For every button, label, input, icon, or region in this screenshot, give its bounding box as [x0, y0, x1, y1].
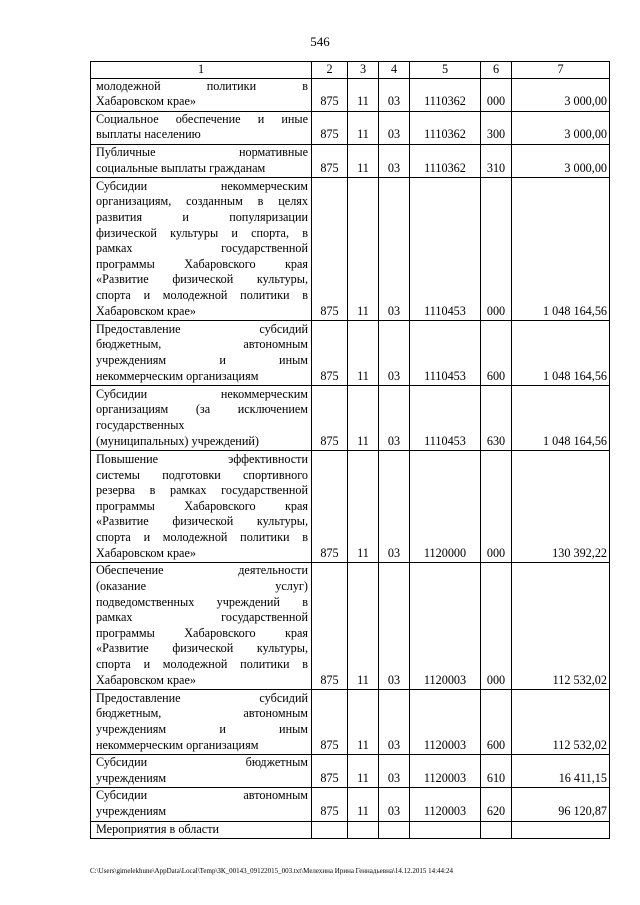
subsection-code-cell: 03 [379, 386, 410, 451]
amount-cell: 16 411,15 [512, 755, 610, 788]
section-code-cell: 11 [348, 386, 379, 451]
column-header: 6 [481, 62, 512, 79]
subsection-code-cell: 03 [379, 321, 410, 386]
amount-cell: 112 532,02 [512, 690, 610, 755]
amount-cell: 1 048 164,56 [512, 178, 610, 321]
expense-type-cell: 000 [481, 563, 512, 690]
description-line: Субсидии некоммерческим [96, 386, 308, 401]
row-description [91, 178, 312, 321]
header-row [91, 62, 610, 79]
description-line: Повышение эффективности [96, 452, 308, 466]
ministry-code-cell: 875 [312, 111, 348, 144]
ministry-code-cell: 875 [312, 788, 348, 821]
table-row [91, 788, 610, 821]
description-line: учреждениям [96, 803, 167, 818]
table-row [91, 563, 610, 690]
description-line: Хабаровском крае» [96, 545, 196, 560]
section-code-cell: 11 [348, 451, 379, 563]
expense-type-cell: 600 [481, 321, 512, 386]
expense-type-cell: 000 [481, 451, 512, 563]
description-line: учреждениям и иным [96, 721, 308, 736]
expense-type-cell: 620 [481, 788, 512, 821]
column-header: 2 [312, 62, 348, 79]
description-line: Предоставление субсидий [96, 321, 308, 336]
target-article-cell [410, 821, 481, 839]
column-header: 5 [410, 62, 481, 79]
row-description [91, 78, 312, 111]
row-description [91, 690, 312, 755]
description-line: физической культуры и спорта, в [96, 225, 308, 240]
table-row [91, 144, 610, 177]
ministry-code-cell: 875 [312, 690, 348, 755]
description-line: выплаты населению [96, 127, 201, 142]
description-line: организациям (за исключением [96, 402, 308, 417]
subsection-code-cell: 03 [379, 755, 410, 788]
row-description [91, 821, 312, 839]
ministry-code-cell: 875 [312, 755, 348, 788]
budget-table [90, 61, 610, 839]
description-line: Предоставление субсидий [96, 690, 308, 705]
description-line: (муниципальных) учреждений) [96, 433, 259, 448]
target-article-cell: 1120003 [410, 563, 481, 690]
description-line: программы Хабаровского края [96, 498, 308, 513]
description-line: Субсидии бюджетным [96, 755, 308, 770]
section-code-cell: 11 [348, 690, 379, 755]
amount-cell: 3 000,00 [512, 111, 610, 144]
description-line: «Развитие физической культуры, [96, 514, 308, 529]
expense-type-cell: 300 [481, 111, 512, 144]
row-description [91, 111, 312, 144]
description-line: Хабаровском крае» [96, 672, 196, 687]
target-article-cell: 1110453 [410, 178, 481, 321]
target-article-cell: 1120000 [410, 451, 481, 563]
description-line: спорта и молодежной политики в [96, 529, 308, 544]
section-code-cell: 11 [348, 111, 379, 144]
ministry-code-cell [312, 821, 348, 839]
section-code-cell: 11 [348, 78, 379, 111]
target-article-cell: 1110453 [410, 386, 481, 451]
subsection-code-cell [379, 821, 410, 839]
description-line: «Развитие физической культуры, [96, 272, 308, 287]
expense-type-cell: 600 [481, 690, 512, 755]
description-line: программы Хабаровского края [96, 256, 308, 271]
amount-cell: 3 000,00 [512, 144, 610, 177]
file-path-footer: C:\Users\gimelekhune\AppData\Local\Temp\ЗК_00143_09122015_003.txt\Мелехина Ирина Геннадьевна\14.12.2015 14:44:24 [90, 867, 454, 875]
column-header: 7 [512, 62, 610, 79]
amount-cell: 1 048 164,56 [512, 386, 610, 451]
description-line: Хабаровском крае» [96, 303, 196, 318]
description-line: спорта и молодежной политики в [96, 656, 308, 671]
target-article-cell: 1110362 [410, 111, 481, 144]
row-description [91, 563, 312, 690]
expense-type-cell: 000 [481, 178, 512, 321]
expense-type-cell [481, 821, 512, 839]
amount-cell: 112 532,02 [512, 563, 610, 690]
amount-cell: 1 048 164,56 [512, 321, 610, 386]
table-row [91, 386, 610, 451]
subsection-code-cell: 03 [379, 144, 410, 177]
table-row [91, 321, 610, 386]
description-line: рамках государственной [96, 610, 308, 625]
description-line: социальные выплаты гражданам [96, 160, 266, 175]
expense-type-cell: 310 [481, 144, 512, 177]
description-line: некоммерческим организациям [96, 737, 259, 752]
description-line: спорта и молодежной политики в [96, 287, 308, 302]
ministry-code-cell: 875 [312, 563, 348, 690]
column-header: 1 [91, 62, 312, 79]
section-code-cell: 11 [348, 755, 379, 788]
target-article-cell: 1120003 [410, 788, 481, 821]
description-line: Субсидии автономным [96, 788, 308, 803]
description-line: Обеспечение деятельности [96, 563, 308, 578]
description-line: организациям, созданным в целях [96, 194, 308, 209]
row-description [91, 788, 312, 821]
ministry-code-cell: 875 [312, 321, 348, 386]
expense-type-cell: 630 [481, 386, 512, 451]
description-line: Публичные нормативные [96, 144, 308, 159]
table-row [91, 78, 610, 111]
description-line: рамках государственной [96, 241, 308, 256]
table-row [91, 178, 610, 321]
target-article-cell: 1110362 [410, 78, 481, 111]
description-line: Хабаровском крае» [96, 94, 196, 109]
table-row [91, 755, 610, 788]
description-line: Социальное обеспечение и иные [96, 111, 308, 126]
description-line: (оказание услуг) [96, 579, 308, 593]
section-code-cell: 11 [348, 144, 379, 177]
table-body [91, 62, 610, 839]
section-code-cell: 11 [348, 563, 379, 690]
section-code-cell: 11 [348, 178, 379, 321]
target-article-cell: 1120003 [410, 755, 481, 788]
description-line: государственных [96, 417, 185, 432]
amount-cell [512, 821, 610, 839]
page-number: 546 [310, 34, 330, 49]
subsection-code-cell: 03 [379, 178, 410, 321]
description-line: программы Хабаровского края [96, 625, 308, 640]
ministry-code-cell: 875 [312, 144, 348, 177]
row-description [91, 755, 312, 788]
subsection-code-cell: 03 [379, 563, 410, 690]
row-description [91, 144, 312, 177]
ministry-code-cell: 875 [312, 451, 348, 563]
target-article-cell: 1110362 [410, 144, 481, 177]
description-line: некоммерческим организациям [96, 368, 259, 383]
subsection-code-cell: 03 [379, 690, 410, 755]
amount-cell: 96 120,87 [512, 788, 610, 821]
description-line: развития и популяризации [96, 210, 308, 224]
description-line: подведомственных учреждений в [96, 594, 308, 609]
expense-type-cell: 610 [481, 755, 512, 788]
row-description [91, 451, 312, 563]
ministry-code-cell: 875 [312, 178, 348, 321]
description-line: системы подготовки спортивного [96, 467, 308, 482]
amount-cell: 130 392,22 [512, 451, 610, 563]
table-row [91, 690, 610, 755]
column-header: 3 [348, 62, 379, 79]
description-line: «Развитие физической культуры, [96, 641, 308, 656]
subsection-code-cell: 03 [379, 111, 410, 144]
amount-cell: 3 000,00 [512, 78, 610, 111]
section-code-cell: 11 [348, 321, 379, 386]
expense-type-cell: 000 [481, 78, 512, 111]
section-code-cell: 11 [348, 788, 379, 821]
row-description [91, 386, 312, 451]
row-description [91, 321, 312, 386]
description-line: учреждениям [96, 770, 167, 785]
subsection-code-cell: 03 [379, 78, 410, 111]
description-line: бюджетным, автономным [96, 706, 308, 721]
description-line: резерва в рамках государственной [96, 483, 308, 498]
target-article-cell: 1110453 [410, 321, 481, 386]
subsection-code-cell: 03 [379, 451, 410, 563]
description-line: Мероприятия в области [96, 821, 220, 836]
table-row [91, 451, 610, 563]
table-row [91, 821, 610, 839]
description-line: учреждениям и иным [96, 352, 308, 367]
description-line: бюджетным, автономным [96, 337, 308, 352]
description-line: Субсидии некоммерческим [96, 178, 308, 193]
column-header: 4 [379, 62, 410, 79]
subsection-code-cell: 03 [379, 788, 410, 821]
ministry-code-cell: 875 [312, 78, 348, 111]
section-code-cell [348, 821, 379, 839]
description-line: молодежной политики в [96, 78, 308, 93]
ministry-code-cell: 875 [312, 386, 348, 451]
table-row [91, 111, 610, 144]
target-article-cell: 1120003 [410, 690, 481, 755]
